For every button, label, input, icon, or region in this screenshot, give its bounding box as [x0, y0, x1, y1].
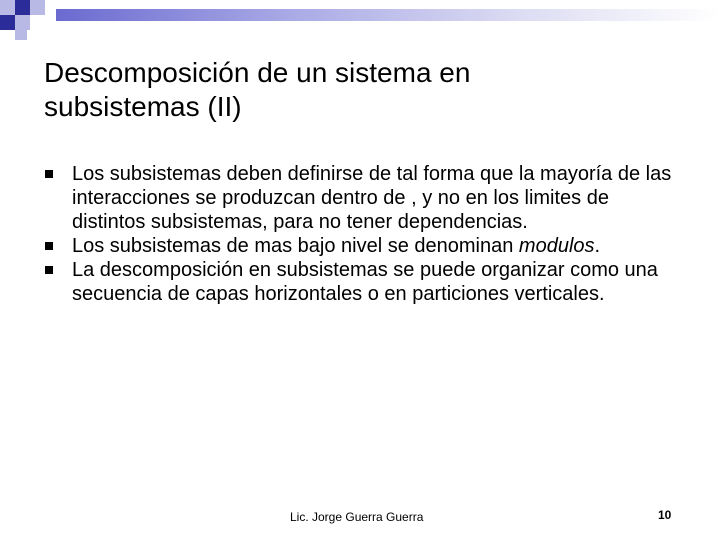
decorative-squares [0, 0, 60, 42]
square-bullet-icon [45, 170, 53, 178]
square-bullet-icon [45, 266, 53, 274]
bullet-text [72, 235, 600, 257]
bullet-list [44, 162, 684, 306]
deco-square [15, 30, 27, 40]
bullet-item [44, 258, 684, 306]
bullet-item [44, 234, 684, 258]
square-bullet-icon [45, 242, 53, 250]
bullet-text: Los subsistemas deben definirse de tal forma que la mayoría de las interacciones se produzcan dentro de , y no en los limites de distintos subsistemas, para no tener dependencias. [72, 163, 672, 233]
deco-square [30, 0, 45, 15]
slide-title [44, 56, 664, 124]
bullet-text-italic: modulos [518, 235, 595, 257]
bullet-item [44, 162, 684, 234]
slide-title-line-2: subsistemas (II) [44, 91, 242, 122]
bullet-text-before-italic: Los subsistemas de mas bajo nivel se denominan [72, 235, 514, 257]
page-number: 10 [658, 508, 672, 522]
deco-square [15, 15, 30, 30]
deco-square [0, 0, 15, 15]
decorative-gradient-bar [56, 9, 720, 21]
footer-author: Lic. Jorge Guerra Guerra [290, 510, 424, 524]
bullet-text: La descomposición en subsistemas se puede organizar como una secuencia de capas horizontales o en particiones verticales. [72, 259, 658, 305]
slide-title-line-1: Descomposición de un sistema en [44, 57, 471, 88]
deco-square [0, 15, 15, 30]
bullet-text-after-italic: . [594, 235, 601, 257]
deco-square [15, 0, 30, 15]
